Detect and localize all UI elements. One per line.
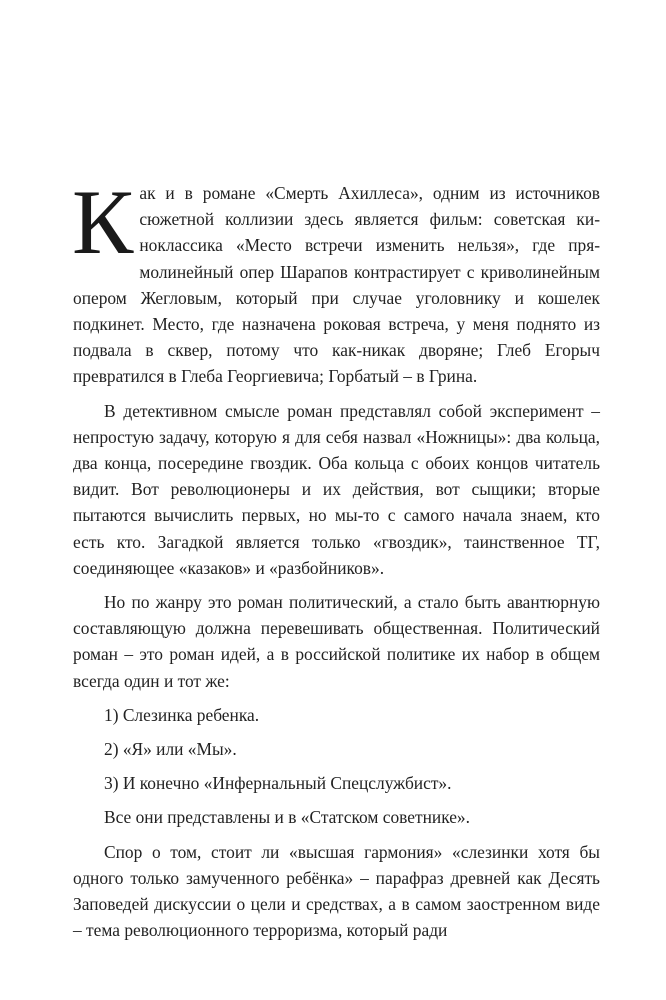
list-item: 1) Слезинка ребенка. [104, 704, 260, 725]
paragraph-5: Спор о том, стоит ли «высшая гармония» «слезинки хотя бы одного только замученного ребёнка» – парафраз древней как Десять Заповедей дискуссии о цели и средствах, а в самом заостренном виде – тема революционного терроризма, который ради [73, 841, 600, 941]
drop-cap: К [72, 171, 134, 273]
paragraph-3: Но по жанру это роман политический, а стало быть авантюрную составляющую должна перевешивать общественная. Политический роман – это роман идей, а в российской политике их набор в общем всегда один и тот же: [73, 592, 600, 691]
list-item: 3) И конечно «Инфернальный Спецслужбист». [104, 773, 452, 794]
page-body [72, 171, 600, 951]
list-item: 2) «Я» или «Мы». [104, 739, 237, 760]
paragraph-4: Все они представлены и в «Статском советнике». [104, 807, 470, 828]
paragraph-1-text: ак и в романе «Смерть Ахиллеса», одним из источников сюжетной коллизии здесь является фильм: советская киноклассика «Место встречи изменить нельзя», где прямолинейный опер Шарапов контрастирует с криволинейным опером Жегловым, который при случае уголовнику и кошелек подкинет. Место, где назначена роковая встреча, у меня поднято из подвала в сквер, потому что как-никак дворяне; Глеб Егорыч превратился в Глеба Георгиевича; Горбатый – в Грина. [73, 183, 600, 387]
paragraph-2: В детективном смысле роман представлял собой эксперимент – непростую задачу, которую я для себя назвал «Ножницы»: два кольца, два конца, посередине гвоздик. Оба кольца с обоих концов читатель видит. Вот революционеры и их действия, вот сыщики; вторые пытаются вычислить первых, но мы-то с самого начала знаем, кто есть кто. Загадкой является только «гвоздик», таинственное ТГ, соединяющее «казаков» и «разбойников». [73, 400, 600, 578]
paragraph-1 [72, 171, 600, 390]
